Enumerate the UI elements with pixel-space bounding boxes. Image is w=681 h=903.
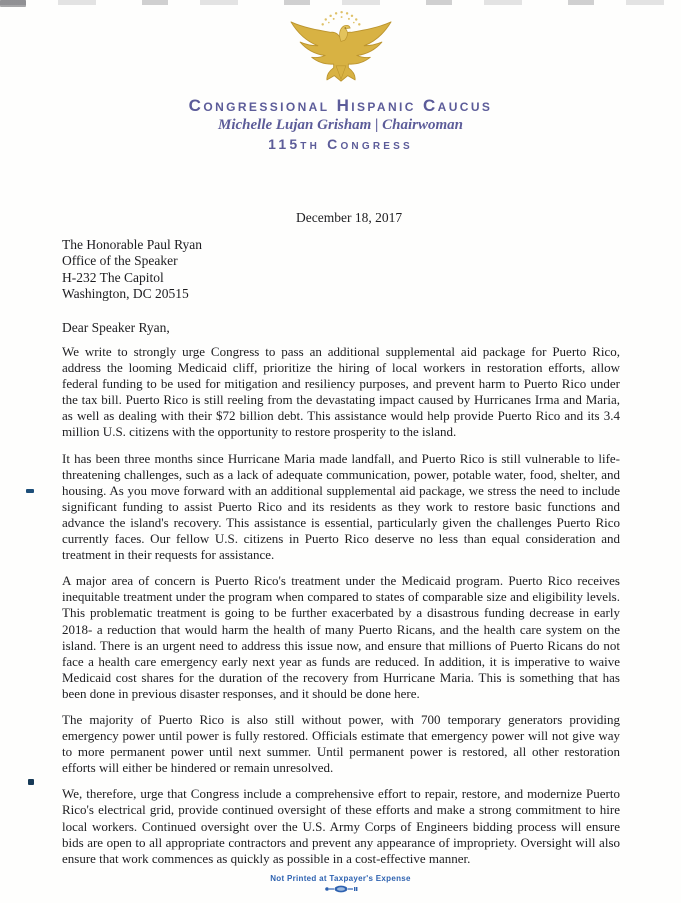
recipient-name: The Honorable Paul Ryan xyxy=(62,237,203,252)
scan-artifact-left-dot-1 xyxy=(26,489,34,493)
scan-artifact-left-dot-2 xyxy=(28,779,34,785)
paragraph-grid-oversight: We, therefore, urge that Congress include a comprehensive effort to repair, restore, and modernize Puerto Rico's electrical grid, provide continued oversight of these efforts and make a strong commitment to hire local workers. Continued oversight over the U.S. Army Corps of Engineers bidding process will ensure bids are open to all appropriate contractors and prevent any appearance of impropriety. Oversight will also ensure that work commences as quickly as possible in a cost-effective manner. xyxy=(62,786,620,866)
scan-artifact-top-edge xyxy=(0,0,681,5)
letterhead xyxy=(0,6,681,152)
chairwoman-line: Michelle Lujan Grisham | Chairwoman xyxy=(217,117,464,133)
letter-date: December 18, 2017 xyxy=(296,210,403,225)
union-bug-icon xyxy=(323,884,359,894)
congress-line: 115th Congress xyxy=(268,136,413,152)
organization-name: Congressional Hispanic Caucus xyxy=(188,96,493,115)
footer-note: Not Printed at Taxpayer's Expense xyxy=(270,874,411,883)
letter-body xyxy=(62,344,620,877)
recipient-city: Washington, DC 20515 xyxy=(62,285,189,301)
paragraph-hurricane-impact: It has been three months since Hurricane Maria made landfall, and Puerto Rico is still vulnerable to life-threatening challenges, such as a lack of adequate communication, power, potable water, food, shelter, and housing. As you move forward with an additional supplemental aid package, we stress the need to include significant funding to assist Puerto Rico and its residents as they work to restore basic functions and advance the island's recovery. This assistance is essential, particularly given the challenges Puerto Rico currently faces. Our fellow U.S. citizens in Puerto Rico deserve no less than equal consideration and treatment in their requests for assistance. xyxy=(62,450,620,563)
paragraph-power: The majority of Puerto Rico is also still without power, with 700 temporary generators providing emergency power until power is fully restored. Officials estimate that emergency power will not give way to more permanent power until next summer. Until permanent power is restored, all other restoration efforts will either be hindered or remain unresolved. xyxy=(62,711,620,776)
salutation: Dear Speaker Ryan, xyxy=(62,320,170,335)
paragraph-aid-package: We write to strongly urge Congress to pass an additional supplemental aid package for Puerto Rico, address the looming Medicaid cliff, prioritize the hiring of local workers in restoration efforts, allow federal funding to be used for mitigation and resiliency purposes, and prevent harm to Puerto Rico under the tax bill. Puerto Rico is still reeling from the devastating impact caused by Hurricanes Irma and Maria, as well as dealing with their $72 billion debt. This assistance would help provide Puerto Rico and its 3.4 million U.S. citizens with the opportunity to restore prosperity to the island. xyxy=(62,344,620,440)
recipient-office: Office of the Speaker xyxy=(62,253,178,269)
gold-eagle-seal-icon xyxy=(280,6,402,94)
paragraph-medicaid: A major area of concern is Puerto Rico's treatment under the Medicaid program. Puerto Rico receives inequitable treatment under the program when compared to states of comparable size and eligibility levels. This problematic treatment is going to be further exacerbated by a disastrous funding decrease in early 2018- a reduction that would harm the health of many Puerto Ricans, and the health care system on the island. There is an urgent need to address this issue now, and ensure that millions of Puerto Ricans do not face a health care emergency early next year as funds are reduced. In addition, it is imperative to waive Medicaid cost shares for the duration of the recovery from Hurricane Maria. This is something that has been done in previous disaster responses, and it should be done here. xyxy=(62,573,620,701)
recipient-room: H-232 The Capitol xyxy=(62,269,164,285)
recipient-address-block xyxy=(62,237,202,302)
footer xyxy=(0,874,681,894)
